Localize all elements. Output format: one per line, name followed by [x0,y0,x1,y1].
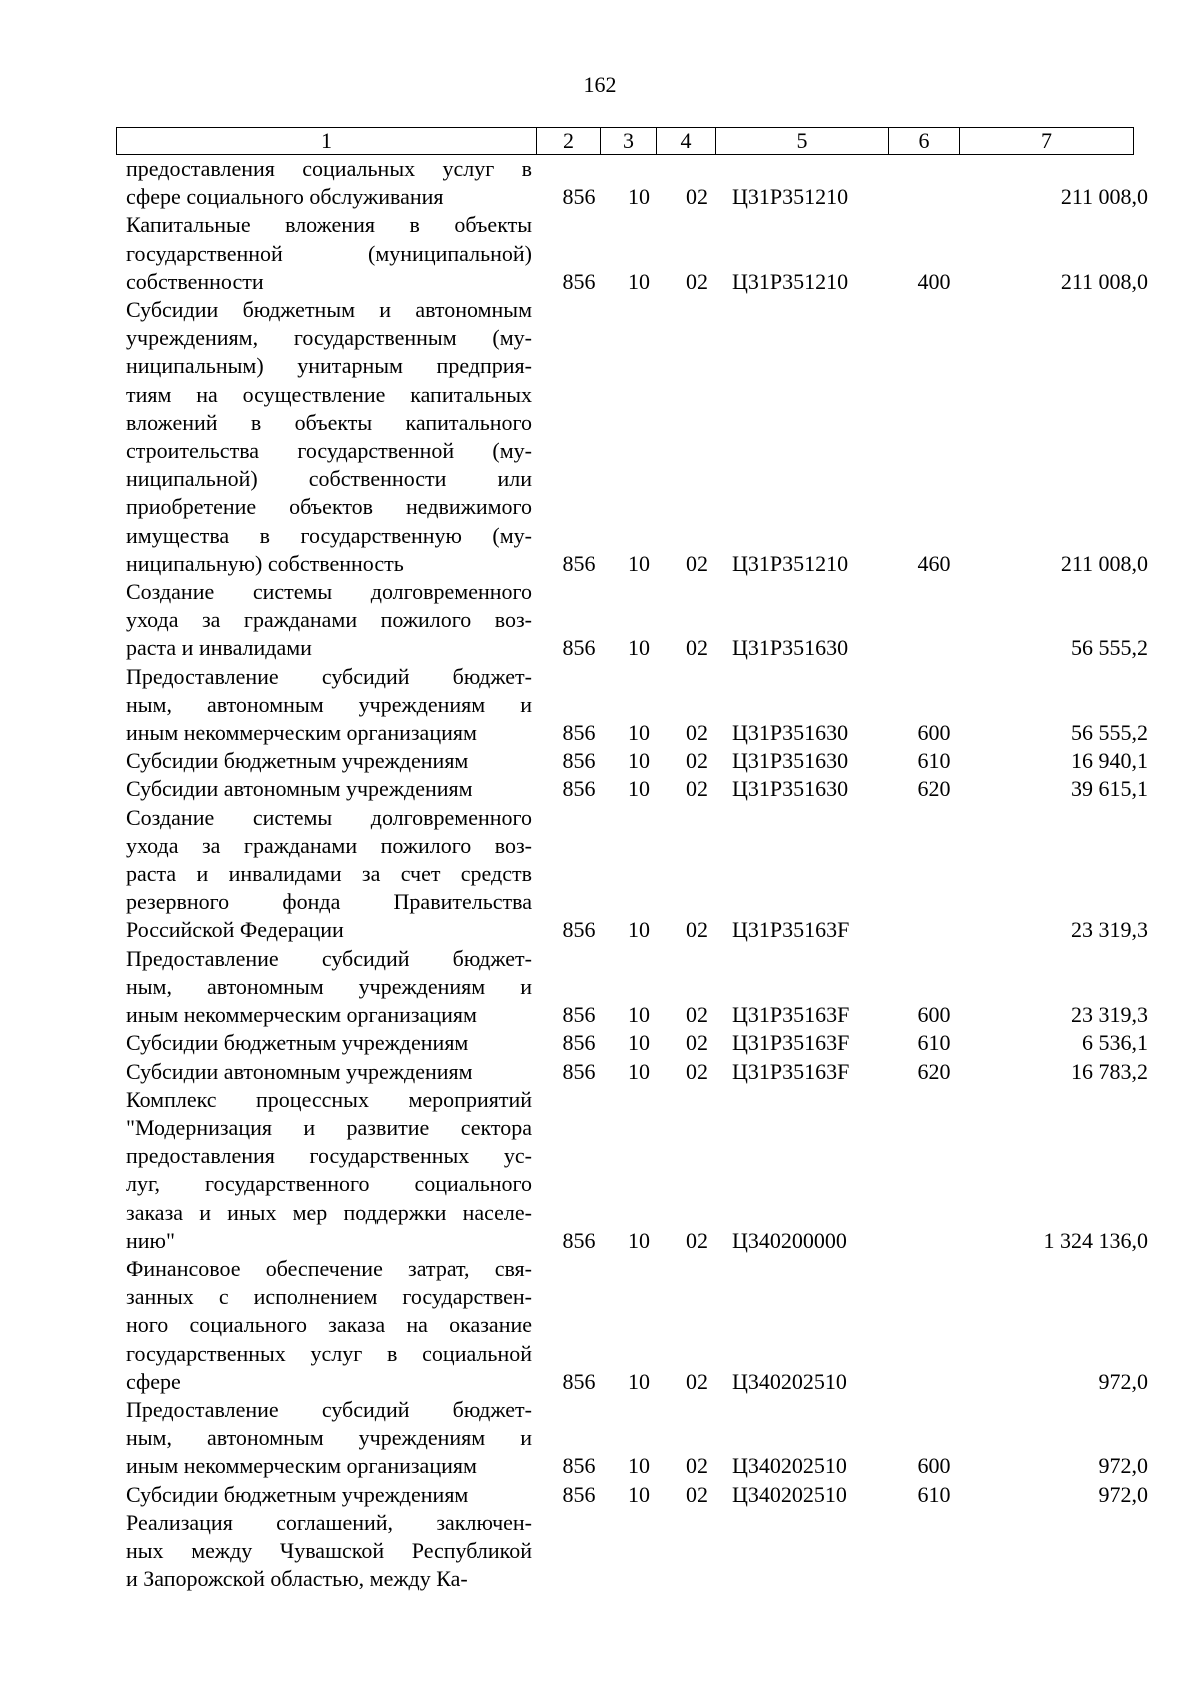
subsection-code: 02 [686,1058,708,1084]
target-article-code: Ц31Р351210 [732,550,849,576]
table-row [0,211,1200,296]
row-description [126,663,532,748]
description-line: ухода за гражданами пожилого воз- [126,832,532,858]
expense-type-code: 610 [917,1481,951,1507]
target-article-code: Ц31Р351630 [732,720,849,746]
description-line: тиям на осуществление капитальных [126,381,532,407]
table-row [0,1255,1200,1396]
description-line: ным, автономным учреждениям и [126,973,532,999]
subsection-code: 02 [686,917,708,943]
description-line: луг, государственного социального [126,1171,532,1197]
expense-type-code: 600 [917,1002,951,1028]
row-description [126,1509,532,1594]
table-row [0,804,1200,945]
target-article-code: Ц31Р351630 [732,748,849,774]
section-code: 10 [628,1453,650,1479]
subsection-code: 02 [686,1481,708,1507]
row-description [126,1058,532,1086]
description-line: Субсидии бюджетным и автономным [126,297,532,323]
amount: 23 319,3 [1071,917,1148,943]
section-code: 10 [628,635,650,661]
column-header-3: 3 [601,128,657,155]
subsection-code: 02 [686,1227,708,1253]
expense-type-code: 620 [917,776,951,802]
description-line: строительства государственной (му- [126,438,532,464]
section-code: 10 [628,748,650,774]
target-article-code: Ц340202510 [732,1481,847,1507]
subsection-code: 02 [686,1030,708,1056]
column-header-table [116,127,1134,155]
section-code: 10 [628,776,650,802]
subsection-code: 02 [686,1368,708,1394]
section-code: 10 [628,720,650,746]
row-description [126,804,532,945]
table-row [0,663,1200,748]
expense-type-code: 600 [917,1453,951,1479]
amount: 1 324 136,0 [1043,1227,1148,1253]
ministry-code: 856 [562,720,596,746]
column-header-2: 2 [537,128,601,155]
subsection-code: 02 [686,635,708,661]
target-article-code: Ц31Р35163F [732,1002,850,1028]
description-line: ниципальной) собственности или [126,466,532,492]
section-code: 10 [628,1002,650,1028]
ministry-code: 856 [562,268,596,294]
column-header-5: 5 [716,128,889,155]
row-description [126,775,532,803]
description-line: Субсидии автономным учреждениям [126,776,473,802]
ministry-code: 856 [562,917,596,943]
section-code: 10 [628,1368,650,1394]
ministry-code: 856 [562,1058,596,1084]
subsection-code: 02 [686,1453,708,1479]
description-line: сфере социального обслуживания [126,184,444,210]
description-line: ниципальную) собственность [126,550,404,576]
expense-type-code: 610 [917,748,951,774]
expense-type-code: 600 [917,720,951,746]
target-article-code: Ц31Р351210 [732,268,849,294]
description-line: раста и инвалидами [126,635,312,661]
target-article-code: Ц31Р35163F [732,1058,850,1084]
budget-table-body [0,155,1200,1593]
amount: 211 008,0 [1060,550,1148,576]
column-header-4: 4 [657,128,716,155]
description-line: Комплекс процессных мероприятий [126,1086,532,1112]
amount: 972,0 [1098,1368,1148,1394]
ministry-code: 856 [562,1227,596,1253]
table-row [0,1029,1200,1057]
description-line: ухода за гражданами пожилого воз- [126,607,532,633]
section-code: 10 [628,1481,650,1507]
subsection-code: 02 [686,776,708,802]
column-header-1: 1 [117,128,537,155]
subsection-code: 02 [686,184,708,210]
ministry-code: 856 [562,184,596,210]
description-line: ным, автономным учреждениям и [126,691,532,717]
table-row [0,1481,1200,1509]
ministry-code: 856 [562,748,596,774]
row-description [126,1481,532,1509]
ministry-code: 856 [562,1481,596,1507]
description-line: иным некоммерческим организациям [126,1453,477,1479]
target-article-code: Ц340202510 [732,1453,847,1479]
description-line: приобретение объектов недвижимого [126,494,532,520]
section-code: 10 [628,184,650,210]
ministry-code: 856 [562,776,596,802]
description-line: и Запорожской областью, между Ка- [126,1566,468,1592]
section-code: 10 [628,1227,650,1253]
row-description [126,1086,532,1255]
description-line: сфере [126,1368,181,1394]
amount: 23 319,3 [1071,1002,1148,1028]
subsection-code: 02 [686,720,708,746]
row-description [126,945,532,1030]
ministry-code: 856 [562,1030,596,1056]
description-line: предоставления социальных услуг в [126,156,532,181]
amount: 16 783,2 [1071,1058,1148,1084]
section-code: 10 [628,1030,650,1056]
description-line: Предоставление субсидий бюджет- [126,663,532,689]
page-number: 162 [583,72,617,97]
description-line: иным некоммерческим организациям [126,1002,477,1028]
description-line: Субсидии автономным учреждениям [126,1058,473,1084]
table-row [0,578,1200,663]
amount: 211 008,0 [1060,268,1148,294]
table-row [0,1396,1200,1481]
description-line: иным некоммерческим организациям [126,720,477,746]
description-line: Субсидии бюджетным учреждениям [126,1030,469,1056]
description-line: ниципальным) унитарным предприя- [126,353,532,379]
column-header-6: 6 [889,128,960,155]
table-row [0,747,1200,775]
column-header-7: 7 [960,128,1134,155]
subsection-code: 02 [686,748,708,774]
ministry-code: 856 [562,1368,596,1394]
target-article-code: Ц31Р35163F [732,917,850,943]
table-row [0,1509,1200,1594]
table-row [0,296,1200,578]
expense-type-code: 620 [917,1058,951,1084]
description-line: учреждениям, государственным (му- [126,325,532,351]
description-line: Субсидии бюджетным учреждениям [126,748,469,774]
table-row [0,155,1200,211]
ministry-code: 856 [562,635,596,661]
amount: 56 555,2 [1071,635,1148,661]
row-description [126,1396,532,1481]
description-line: "Модернизация и развитие сектора [126,1114,532,1140]
description-line: резервного фонда Правительства [126,889,532,915]
amount: 972,0 [1098,1453,1148,1479]
ministry-code: 856 [562,1453,596,1479]
target-article-code: Ц31Р351630 [732,776,849,802]
table-row [0,1086,1200,1255]
description-line: вложений в объекты капитального [126,409,532,435]
subsection-code: 02 [686,1002,708,1028]
row-description [126,747,532,775]
ministry-code: 856 [562,1002,596,1028]
section-code: 10 [628,917,650,943]
target-article-code: Ц31Р35163F [732,1030,850,1056]
amount: 972,0 [1098,1481,1148,1507]
description-line: Создание системы долговременного [126,804,532,830]
amount: 16 940,1 [1071,748,1148,774]
section-code: 10 [628,268,650,294]
table-row [0,775,1200,803]
ministry-code: 856 [562,550,596,576]
description-line: раста и инвалидами за счет средств [126,861,532,887]
expense-type-code: 460 [917,550,951,576]
section-code: 10 [628,550,650,576]
table-row [0,945,1200,1030]
amount: 39 615,1 [1071,776,1148,802]
row-description [126,296,532,578]
amount: 211 008,0 [1060,184,1148,210]
description-line: нию" [126,1227,175,1253]
target-article-code: Ц31Р351210 [732,184,849,210]
section-code: 10 [628,1058,650,1084]
subsection-code: 02 [686,268,708,294]
description-line: занных с исполнением государствен- [126,1284,532,1310]
description-line: Финансовое обеспечение затрат, свя- [126,1255,532,1281]
row-description [126,211,532,296]
subsection-code: 02 [686,550,708,576]
expense-type-code: 610 [917,1030,951,1056]
row-description [126,155,532,211]
column-header-row [117,128,1134,155]
description-line: предоставления государственных ус- [126,1143,532,1169]
description-line: Субсидии бюджетным учреждениям [126,1481,469,1507]
description-line: Капитальные вложения в объекты [126,212,532,238]
description-line: Предоставление субсидий бюджет- [126,945,532,971]
description-line: Предоставление субсидий бюджет- [126,1396,532,1422]
row-description [126,1255,532,1396]
description-line: заказа и иных мер поддержки населе- [126,1199,532,1225]
description-line: ным, автономным учреждениям и [126,1425,532,1451]
row-description [126,1029,532,1057]
description-line: ных между Чувашской Республикой [126,1537,532,1563]
description-line: собственности [126,268,264,294]
row-description [126,578,532,663]
description-line: имущества в государственную (му- [126,522,532,548]
target-article-code: Ц31Р351630 [732,635,849,661]
description-line: государственной (муниципальной) [126,240,532,266]
amount: 56 555,2 [1071,720,1148,746]
table-row [0,1058,1200,1086]
amount: 6 536,1 [1082,1030,1148,1056]
description-line: Российской Федерации [126,917,344,943]
description-line: Реализация соглашений, заключен- [126,1509,532,1535]
description-line: Создание системы долговременного [126,579,532,605]
description-line: государственных услуг в социальной [126,1340,532,1366]
expense-type-code: 400 [917,268,951,294]
description-line: ного социального заказа на оказание [126,1312,532,1338]
target-article-code: Ц340200000 [732,1227,847,1253]
target-article-code: Ц340202510 [732,1368,847,1394]
